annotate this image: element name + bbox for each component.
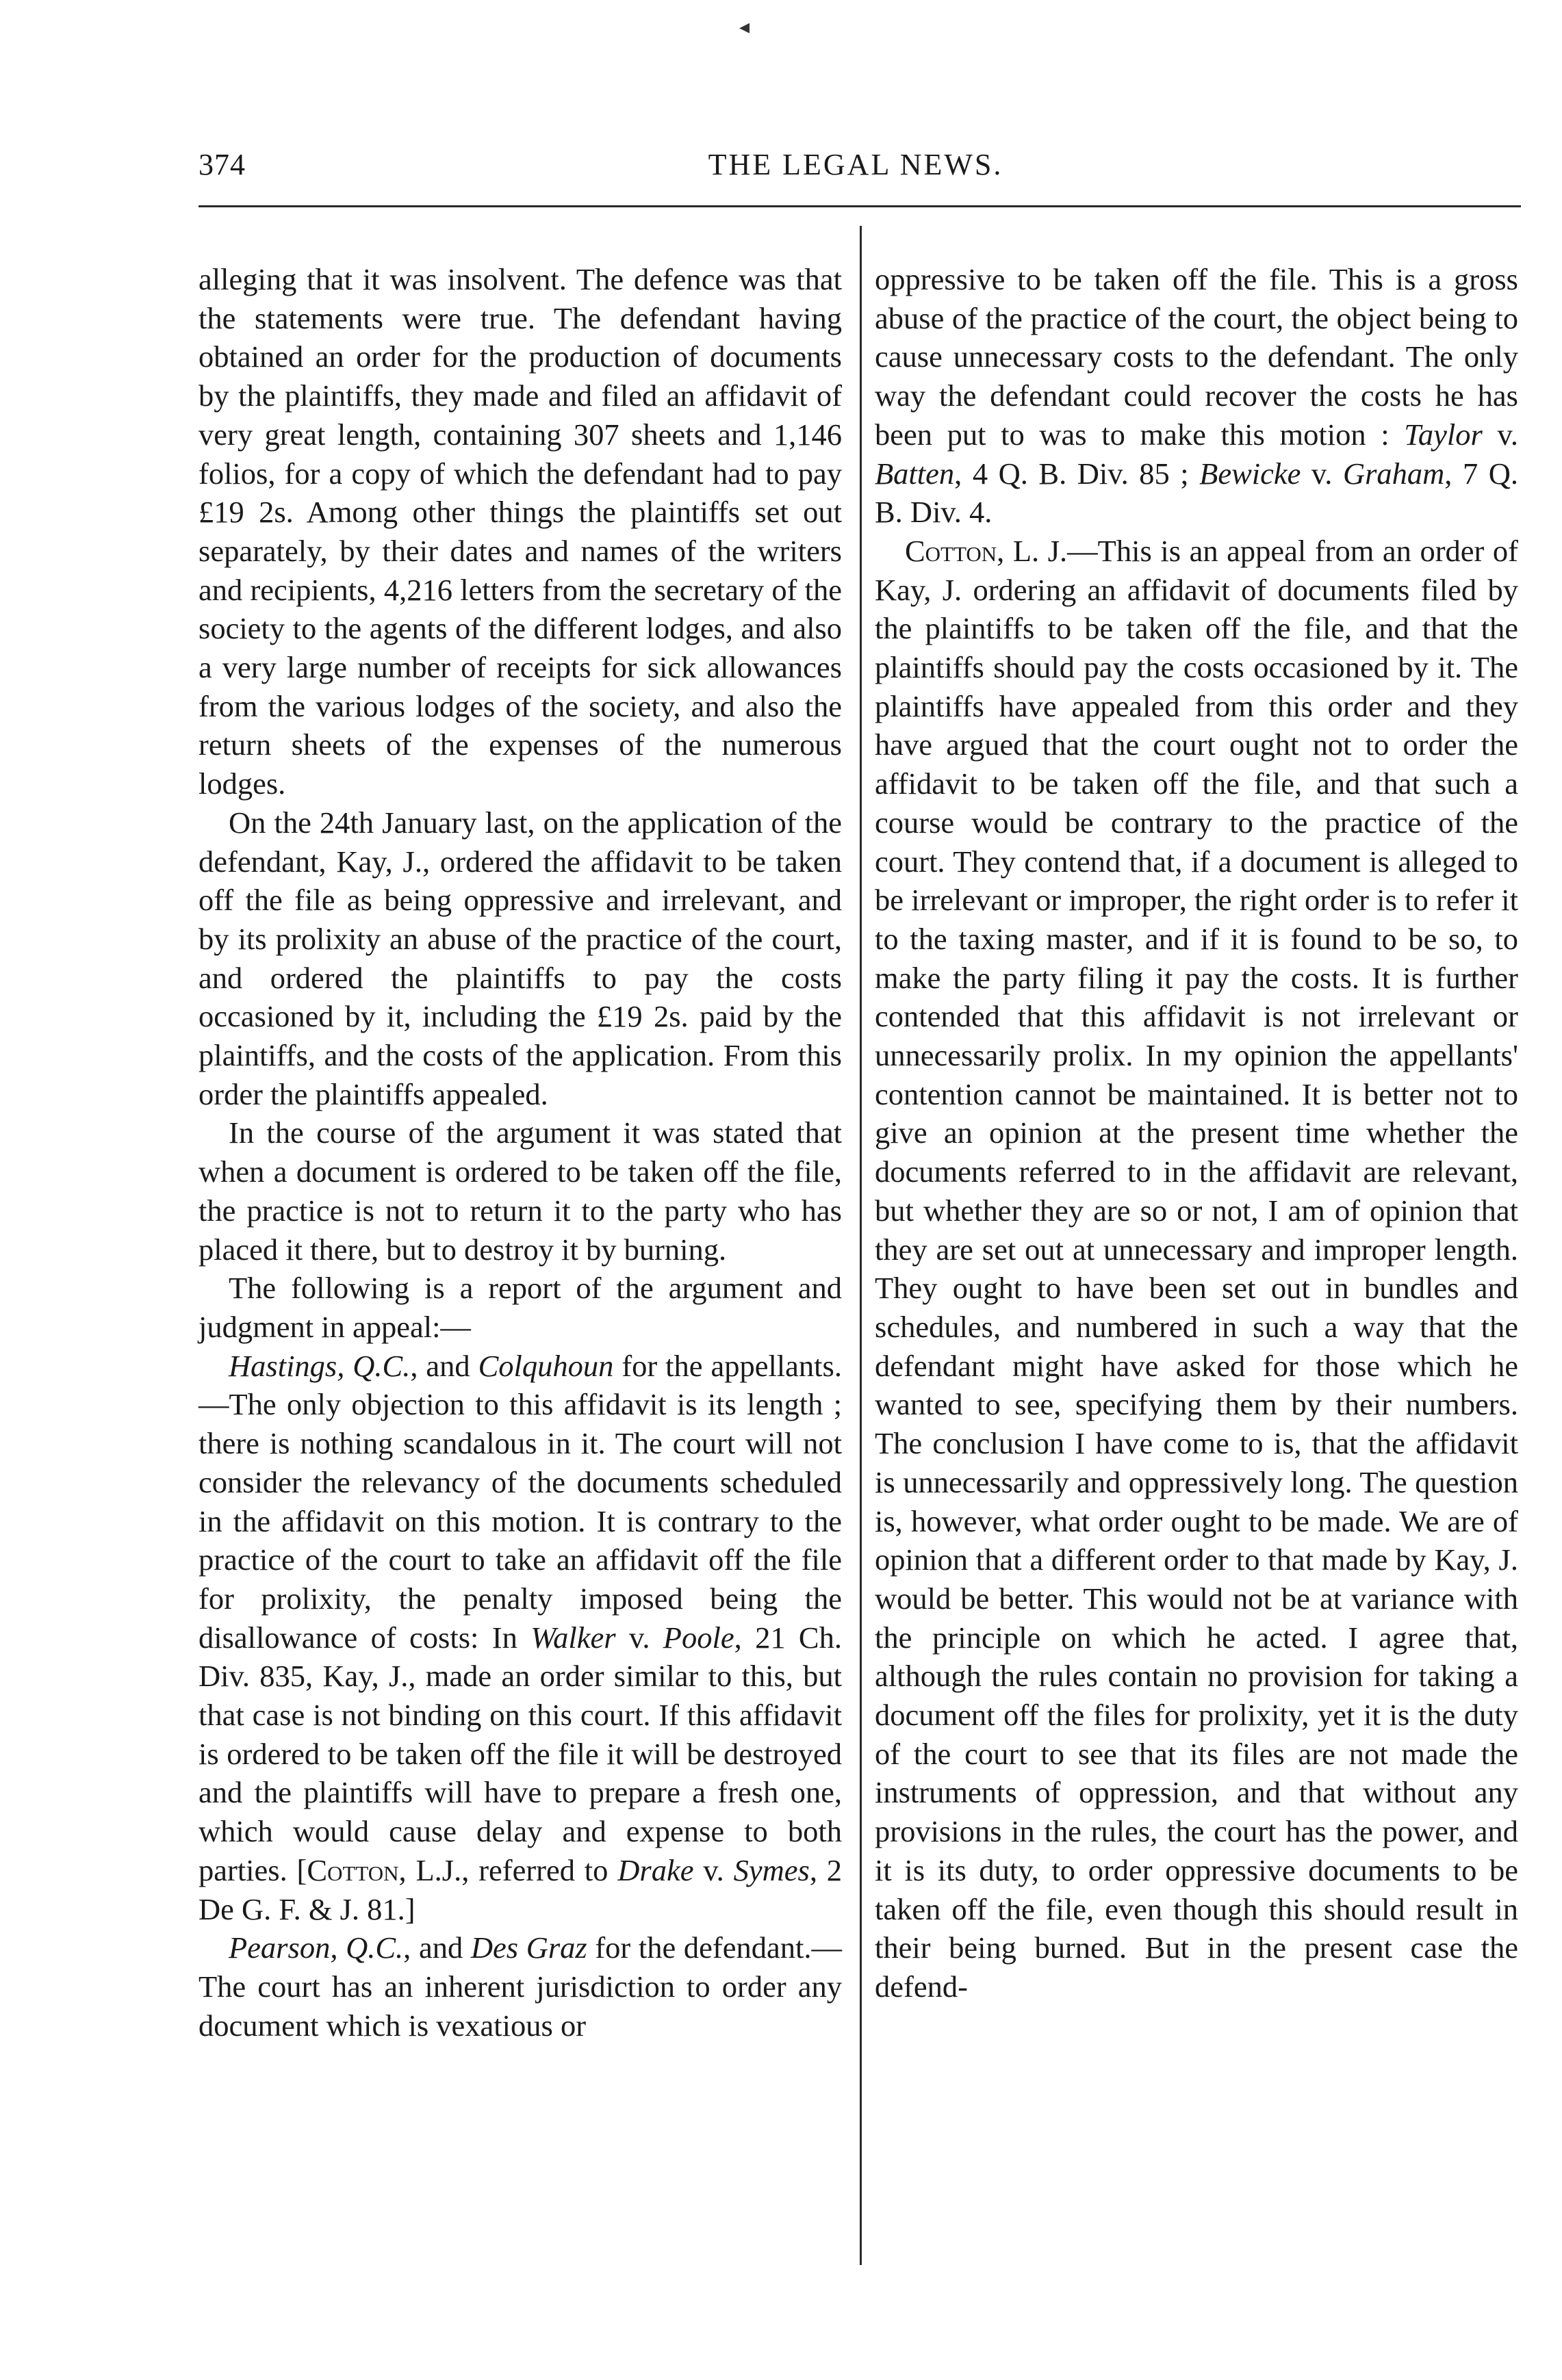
paragraph: On the 24th January last, on the application of the defendant, Kay, J., ordered the affidavit to be taken off the file as being oppressive and irrelevant, and by its prolixity an abuse of the practice of the court, and ordered the plaintiffs to pay the costs occasioned by it, including the £19 2s. paid by the plaintiffs, and the costs of the application. From this order the plaintiffs appealed.: [199, 805, 842, 1111]
case-party: Taylor: [1404, 417, 1483, 452]
page-header: [199, 147, 1513, 195]
counsel-name: Pearson, Q.C.: [229, 1930, 404, 1965]
judge-name: Cotton: [307, 1852, 399, 1887]
page-number: 374: [199, 148, 246, 181]
case-party: Graham: [1342, 456, 1445, 491]
paragraph: Pearson, Q.C., and Des Graz for the defendant.—The court has an inherent jurisdiction to order any document which is vexatious or: [199, 1930, 842, 2043]
case-party: Poole: [663, 1620, 734, 1655]
counsel-name: Colquhoun: [478, 1348, 614, 1383]
paragraph: The following is a report of the argument and judgment in appeal:—: [199, 1271, 842, 1344]
ink-mark: ◂: [739, 16, 750, 38]
paragraph: Cotton, L. J.—This is an appeal from an order of Kay, J. ordering an affidavit of documents filed by the plaintiffs to be taken off the file, and that the plaintiffs should pay the costs occasioned by it. The plaintiffs have appealed from this order and they have argued that the court ought not to order the affidavit to be taken off the file, and that such a course would be contrary to the practice of the court. They contend that, if a document is alleged to be irrelevant or improper, the right order is to refer it to the taxing master, and if it is found to be so, to make the party filing it pay the costs. It is further contended that this affidavit is not irrelevant or unnecessarily prolix. In my opinion the appellants' contention cannot be maintained. It is better not to give an opinion at the present time whether the documents referred to in the affidavit are relevant, but whether they are so or not, I am of opinion that they are set out at unnecessary and improper length. They ought to have been set out in bundles and schedules, and numbered in such a way that the defendant might have asked for those which he wanted to see, specifying them by their numbers. The conclusion I have come to is, that the affidavit is unnecessarily and oppressively long. The question is, however, what order ought to be made. We are of opinion that a different order to that made by Kay, J. would be better. This would not be at variance with the principle on which he acted. I agree that, although the rules contain no provision for taking a document off the files for prolixity, yet it is the duty of the court to see that its files are not made the instruments of oppression, and that without any provisions in the rules, the court has the power, and it is its duty, to order oppressive documents to be taken off the file, even though this should result in their being burned. But in the present case the defend-: [875, 533, 1518, 2004]
paragraph: In the course of the argument it was stated that when a document is ordered to be taken off the file, the practice is not to return it to the party who has placed it there, but to destroy it by burning.: [199, 1115, 842, 1267]
running-title: THE LEGAL NEWS.: [708, 148, 1003, 181]
case-party: Drake: [617, 1852, 694, 1887]
counsel-name: Des Graz: [470, 1930, 587, 1965]
paragraph: oppressive to be taken off the file. This is a gross abuse of the practice of the court, the object being to cause unnecessary costs to the defendant. The only way the defendant could recover the costs he has been put to was to make this motion : Taylor v. Batten, 4 Q. B. Div. 85 ; Bewicke v. Graham, 7 Q. B. Div. 4.: [875, 262, 1518, 530]
paragraph: alleging that it was insolvent. The defence was that the statements were true. The defendant having obtained an order for the production of documents by the plaintiffs, they made and filed an affidavit of very great length, containing 307 sheets and 1,146 folios, for a copy of which the defendant had to pay £19 2s. Among other things the plaintiffs set out separately, by their dates and names of the writers and recipients, 4,216 letters from the secretary of the society to the agents of the different lodges, and also a very large number of receipts for sick allowances from the various lodges of the society, and also the return sheets of the expenses of the numerous lodges.: [199, 262, 842, 801]
case-party: Bewicke: [1199, 456, 1301, 491]
left-column: [199, 260, 842, 2045]
header-rule: [199, 205, 1521, 207]
case-party: Batten: [875, 456, 955, 491]
counsel-name: Hastings, Q.C.: [229, 1348, 411, 1383]
case-party: Symes: [733, 1852, 810, 1887]
column-divider: [860, 226, 862, 2265]
case-party: Walker: [530, 1620, 616, 1655]
paragraph: Hastings, Q.C., and Colquhoun for the appellants.—The only objection to this affidavit is its length ; there is nothing scandalous in it. The court will not consider the relevancy of the documents scheduled in the affidavit on this motion. It is contrary to the practice of the court to take an affidavit off the file for prolixity, the penalty imposed being the disallowance of costs: In Walker v. Poole, 21 Ch. Div. 835, Kay, J., made an order similar to this, but that case is not binding on this court. If this affidavit is ordered to be taken off the file it will be destroyed and the plaintiffs will have to prepare a fresh one, which would cause delay and expense to both parties. [Cotton, L.J., referred to Drake v. Symes, 2 De G. F. & J. 81.]: [199, 1348, 843, 1926]
right-column: [875, 260, 1518, 2006]
judge-name: Cotton: [905, 533, 997, 568]
